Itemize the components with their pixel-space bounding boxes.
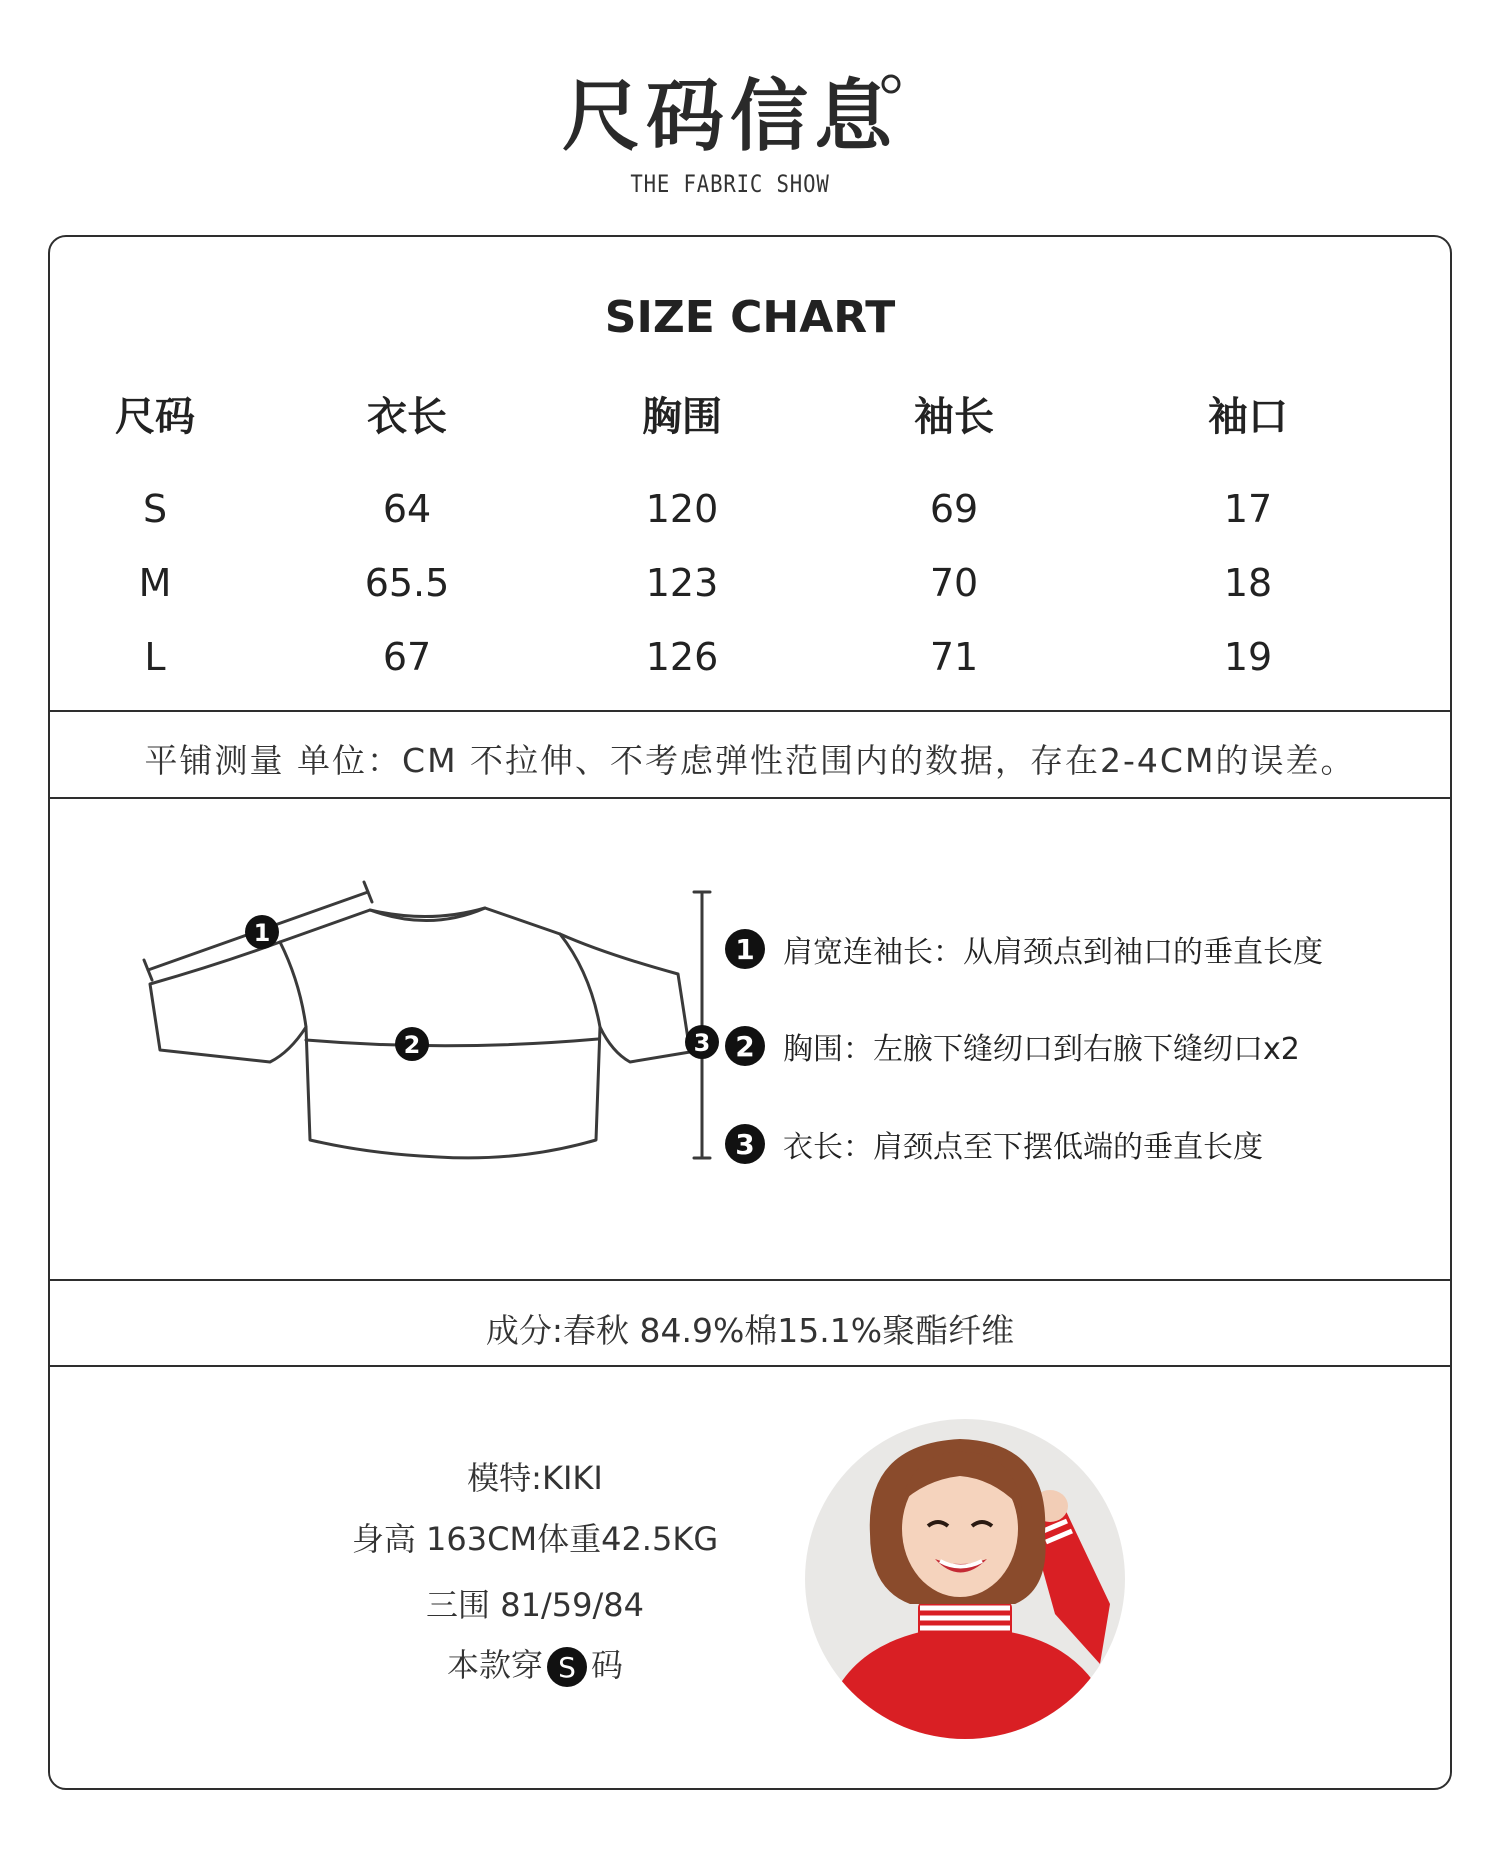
- table-cell: 18: [1223, 561, 1273, 605]
- divider: [50, 710, 1450, 712]
- table-cell: 120: [645, 487, 719, 531]
- model-photo: [800, 1414, 1130, 1744]
- garment-measurement-diagram: [100, 852, 740, 1172]
- divider: [50, 1365, 1450, 1367]
- degree-mark-icon: [873, 66, 909, 102]
- table-cell: 69: [929, 487, 979, 531]
- col-header-cuff: 袖口: [1208, 394, 1288, 440]
- divider: [50, 797, 1450, 799]
- legend-text: 胸围：左腋下缝纫口到右腋下缝纫口x2: [783, 1032, 1300, 1067]
- table-cell: 19: [1223, 635, 1273, 679]
- table-cell: S: [142, 487, 168, 531]
- size-card: [48, 235, 1452, 1790]
- svg-text:2: 2: [403, 1031, 421, 1059]
- table-cell: 71: [929, 635, 979, 679]
- number-3-icon: 3: [725, 1124, 765, 1164]
- number-1-icon: 1: [725, 929, 765, 969]
- model-measurements: 三围 81/59/84: [426, 1586, 644, 1624]
- table-cell: L: [144, 635, 166, 679]
- table-cell: 123: [645, 561, 719, 605]
- number-2-icon: 2: [725, 1026, 765, 1066]
- model-wear-size: [325, 1640, 745, 1687]
- legend-item-3: [725, 1122, 1263, 1166]
- col-header-size: 尺码: [115, 394, 195, 440]
- wear-suffix: 码: [591, 1646, 624, 1684]
- col-header-length: 衣长: [367, 394, 447, 440]
- size-s-badge: S: [547, 1647, 587, 1687]
- legend-text: 衣长：肩颈点至下摆低端的垂直长度: [783, 1130, 1263, 1165]
- table-cell: 67: [382, 635, 432, 679]
- svg-text:1: 1: [253, 919, 271, 947]
- model-name: 模特:KIKI: [467, 1459, 603, 1497]
- table-cell: 126: [645, 635, 719, 679]
- composition-text: 成分:春秋 84.9%棉15.1%聚酯纤维: [485, 1311, 1015, 1350]
- legend-item-2: [725, 1024, 1300, 1068]
- table-cell: 70: [929, 561, 979, 605]
- size-chart-title: SIZE CHART: [604, 292, 896, 343]
- col-header-chest: 胸围: [642, 394, 722, 440]
- svg-text:3: 3: [693, 1029, 711, 1057]
- col-header-sleeve: 袖长: [914, 394, 994, 440]
- measurement-note: 平铺测量 单位：CM 不拉伸、不考虑弹性范围内的数据，存在2-4CM的误差。: [144, 741, 1356, 780]
- table-cell: 17: [1223, 487, 1273, 531]
- legend-text: 肩宽连袖长：从肩颈点到袖口的垂直长度: [783, 935, 1323, 970]
- wear-prefix: 本款穿: [446, 1646, 543, 1684]
- table-cell: M: [138, 561, 172, 605]
- divider: [50, 1279, 1450, 1281]
- table-cell: 64: [382, 487, 432, 531]
- page-subtitle: THE FABRIC SHOW: [630, 170, 830, 198]
- table-cell: 65.5: [364, 561, 450, 605]
- model-body-stats: 身高 163CM体重42.5KG: [351, 1520, 719, 1558]
- legend-item-1: [725, 927, 1323, 971]
- page-title: 尺码信息: [561, 72, 898, 162]
